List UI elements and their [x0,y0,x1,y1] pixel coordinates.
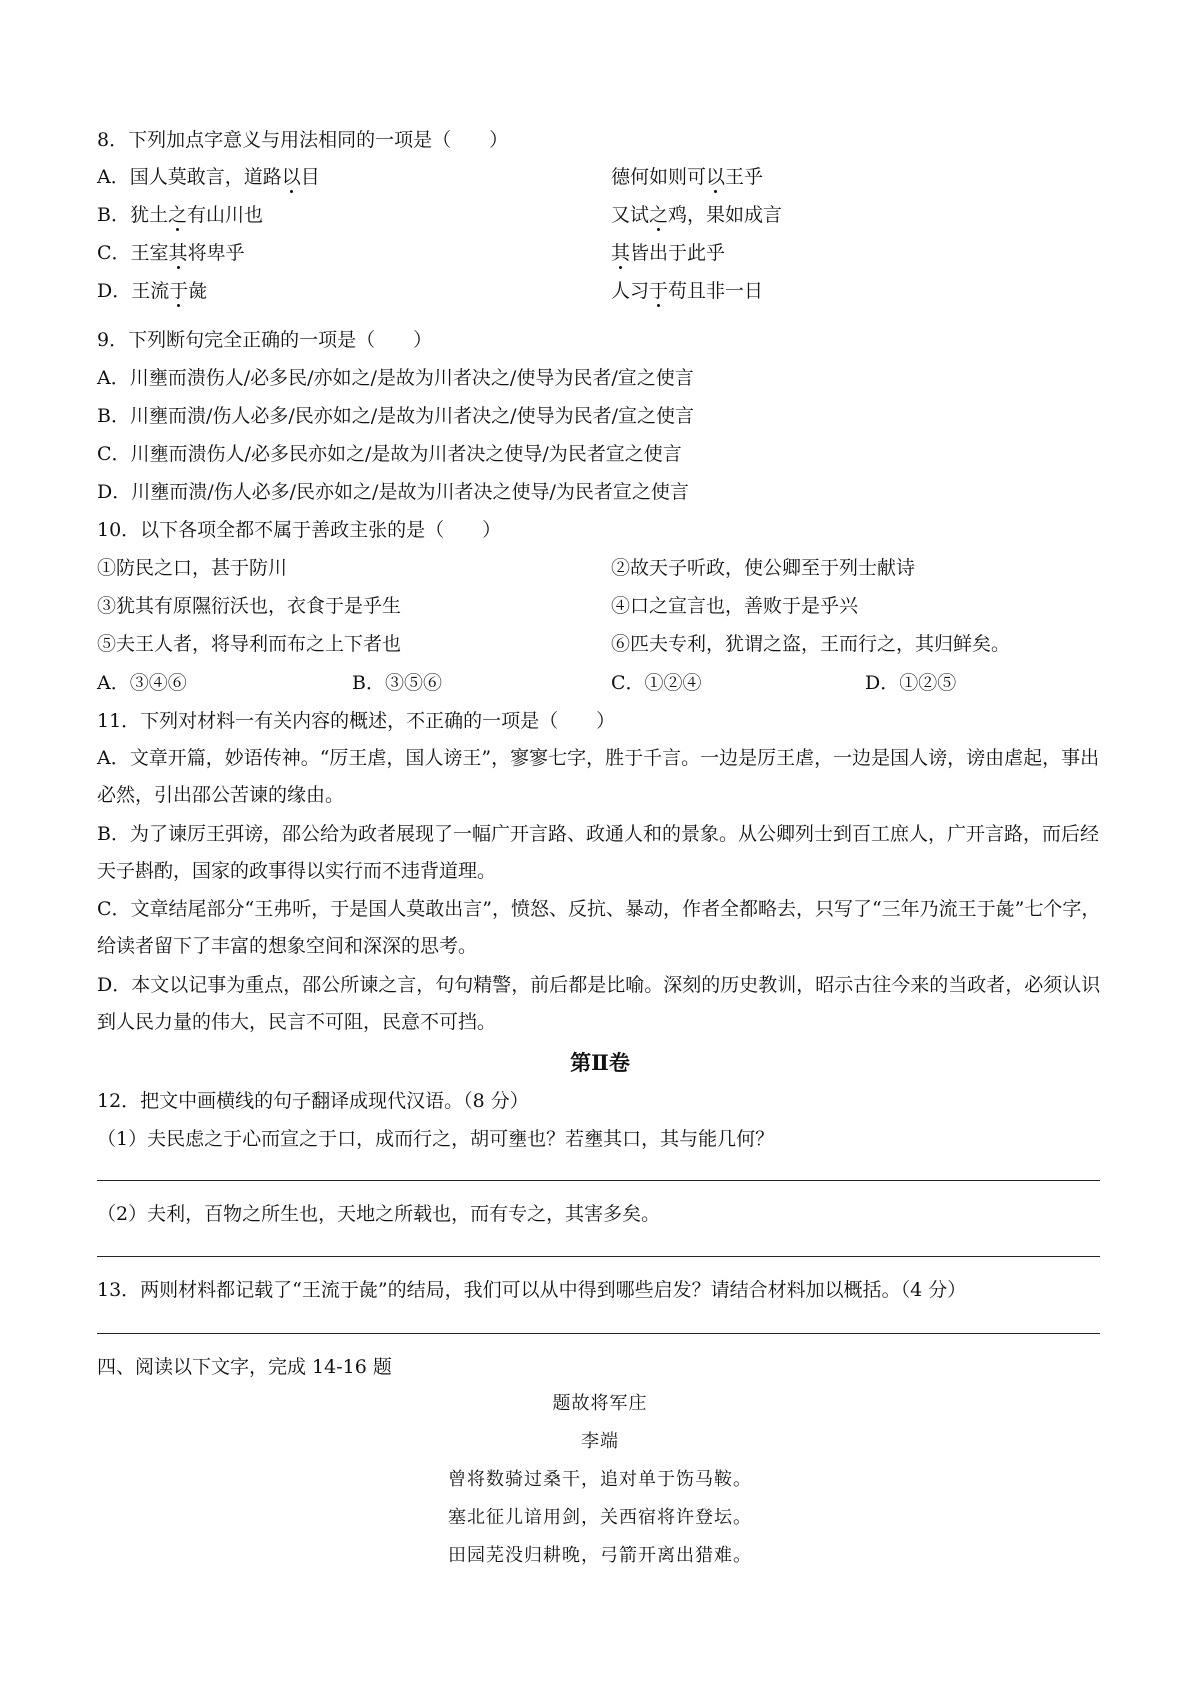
q8-stem: 8．下列加点字意义与用法相同的一项是（ ） [97,129,509,151]
section-4-heading: 四、阅读以下文字，完成 14-16 题 [97,1356,392,1378]
q8-option-c-left: C．王室其将卑乎 [97,242,245,264]
q8-option-b-left: B．犹土之有山川也 [97,204,263,226]
q12-sentence-1: （1）夫民虑之于心而宣之于口，成而行之，胡可壅也？若壅其口，其与能几何？ [97,1128,775,1150]
q8-option-d-left: D．王流于彘 [97,280,208,302]
emphasis-dot-char: 之 [167,204,187,226]
q9-option-b: B．川壅而溃/伤人必多/民亦如之/是故为川者决之/使导为民者/宣之使言 [97,405,694,427]
q12-sentence-2: （2）夫利，百物之所生也，天地之所载也，而有专之，其害多矣。 [97,1203,661,1225]
q9-option-d: D．川壅而溃/伤人必多/民亦如之/是故为川者决之使导/为民者宣之使言 [97,481,689,503]
q8-option-a-left: A．国人莫敢言，道路以目 [97,166,320,188]
poem-author: 李端 [581,1431,619,1452]
q11-stem: 11．下列对材料一有关内容的概述，不正确的一项是（ ） [97,710,616,732]
q9-option-a: A．川壅而溃伤人/必多民/亦如之/是故为川者决之/使导为民者/宣之使言 [97,367,694,389]
answer-line-2 [97,1256,1100,1257]
q10-choice-b: B．③⑤⑥ [352,672,442,694]
poem-line-2: 塞北征儿谙用剑，关西宿将许登坛。 [448,1507,752,1528]
q11-option-a: A．文章开篇，妙语传神。“厉王虐，国人谤王”，寥寥七字，胜于千言。一边是厉王虐，一边是国人谤，谤由虐起，事出必然，引出邵公苦谏的缘由。 [97,747,1100,806]
emphasis-dot-char: 于 [169,280,189,302]
q9-stem: 9．下列断句完全正确的一项是（ ） [97,329,433,351]
q10-choice-a: A．③④⑥ [97,672,187,694]
emphasis-dot-char: 于 [649,280,669,302]
part-two-title: 第Ⅱ卷 [570,1050,630,1075]
q10-item-2: ②故天子听政，使公卿至于列士献诗 [611,557,916,579]
q10-item-5: ⑤夫王人者，将导利而布之上下者也 [97,633,402,655]
q9-option-c: C．川壅而溃伤人/必多民亦如之/是故为川者决之使导/为民者宣之使言 [97,443,682,465]
q11-option-c: C．文章结尾部分“王弗听，于是国人莫敢出言”，愤怒、反抗、暴动，作者全都略去，只写了“三年乃流王于彘”七个字，给读者留下了丰富的想象空间和深深的思考。 [97,898,1101,957]
emphasis-dot-char: 以 [281,166,301,188]
q10-item-4: ④口之宣言也，善败于是乎兴 [611,595,859,617]
poem-line-3: 田园芜没归耕晚，弓箭开离出猎难。 [448,1545,752,1566]
q10-item-6: ⑥匹夫专利，犹谓之盗，王而行之，其归鲜矣。 [611,633,1011,655]
q12-stem: 12．把文中画横线的句子翻译成现代汉语。（8 分） [97,1090,529,1112]
emphasis-dot-char: 其 [168,242,188,264]
q13-stem: 13．两则材料都记载了“王流于彘”的结局，我们可以从中得到哪些启发？请结合材料加以概括。（4 分） [97,1279,967,1301]
q10-item-1: ①防民之口，甚于防川 [97,557,288,579]
poem-title: 题故将军庄 [552,1393,648,1414]
q10-item-3: ③犹其有原隰衍沃也，衣食于是乎生 [97,595,402,617]
q8-option-c-right: 其皆出于此乎 [611,242,726,264]
q8-option-a-right: 德何如则可以王乎 [611,166,764,188]
emphasis-dot-char: 之 [649,204,669,226]
q11-option-d: D．本文以记事为重点，邵公所谏之言，句句精警，前后都是比喻。深刻的历史教训，昭示古往今来的当政者，必须认识到人民力量的伟大，民言不可阻，民意不可挡。 [97,974,1101,1033]
q8-option-b-right: 又试之鸡，果如成言 [611,204,783,226]
q11-option-b: B．为了谏厉王弭谤，邵公给为政者展现了一幅广开言路、政通人和的景象。从公卿列士到百工庶人，广开言路，而后经天子斟酌，国家的政事得以实行而不违背道理。 [97,823,1099,882]
answer-line-3 [97,1333,1100,1334]
q10-choice-c: C．①②④ [611,672,702,694]
q10-choice-d: D．①②⑤ [865,672,957,694]
q8-option-d-right: 人习于苟且非一日 [611,280,764,302]
q10-stem: 10．以下各项全都不属于善政主张的是（ ） [97,519,502,541]
poem-line-1: 曾将数骑过桑干，追对单于饬马鞍。 [448,1469,752,1490]
emphasis-dot-char: 以 [706,166,726,188]
emphasis-dot-char: 其 [611,242,631,264]
answer-line-1 [97,1180,1100,1181]
